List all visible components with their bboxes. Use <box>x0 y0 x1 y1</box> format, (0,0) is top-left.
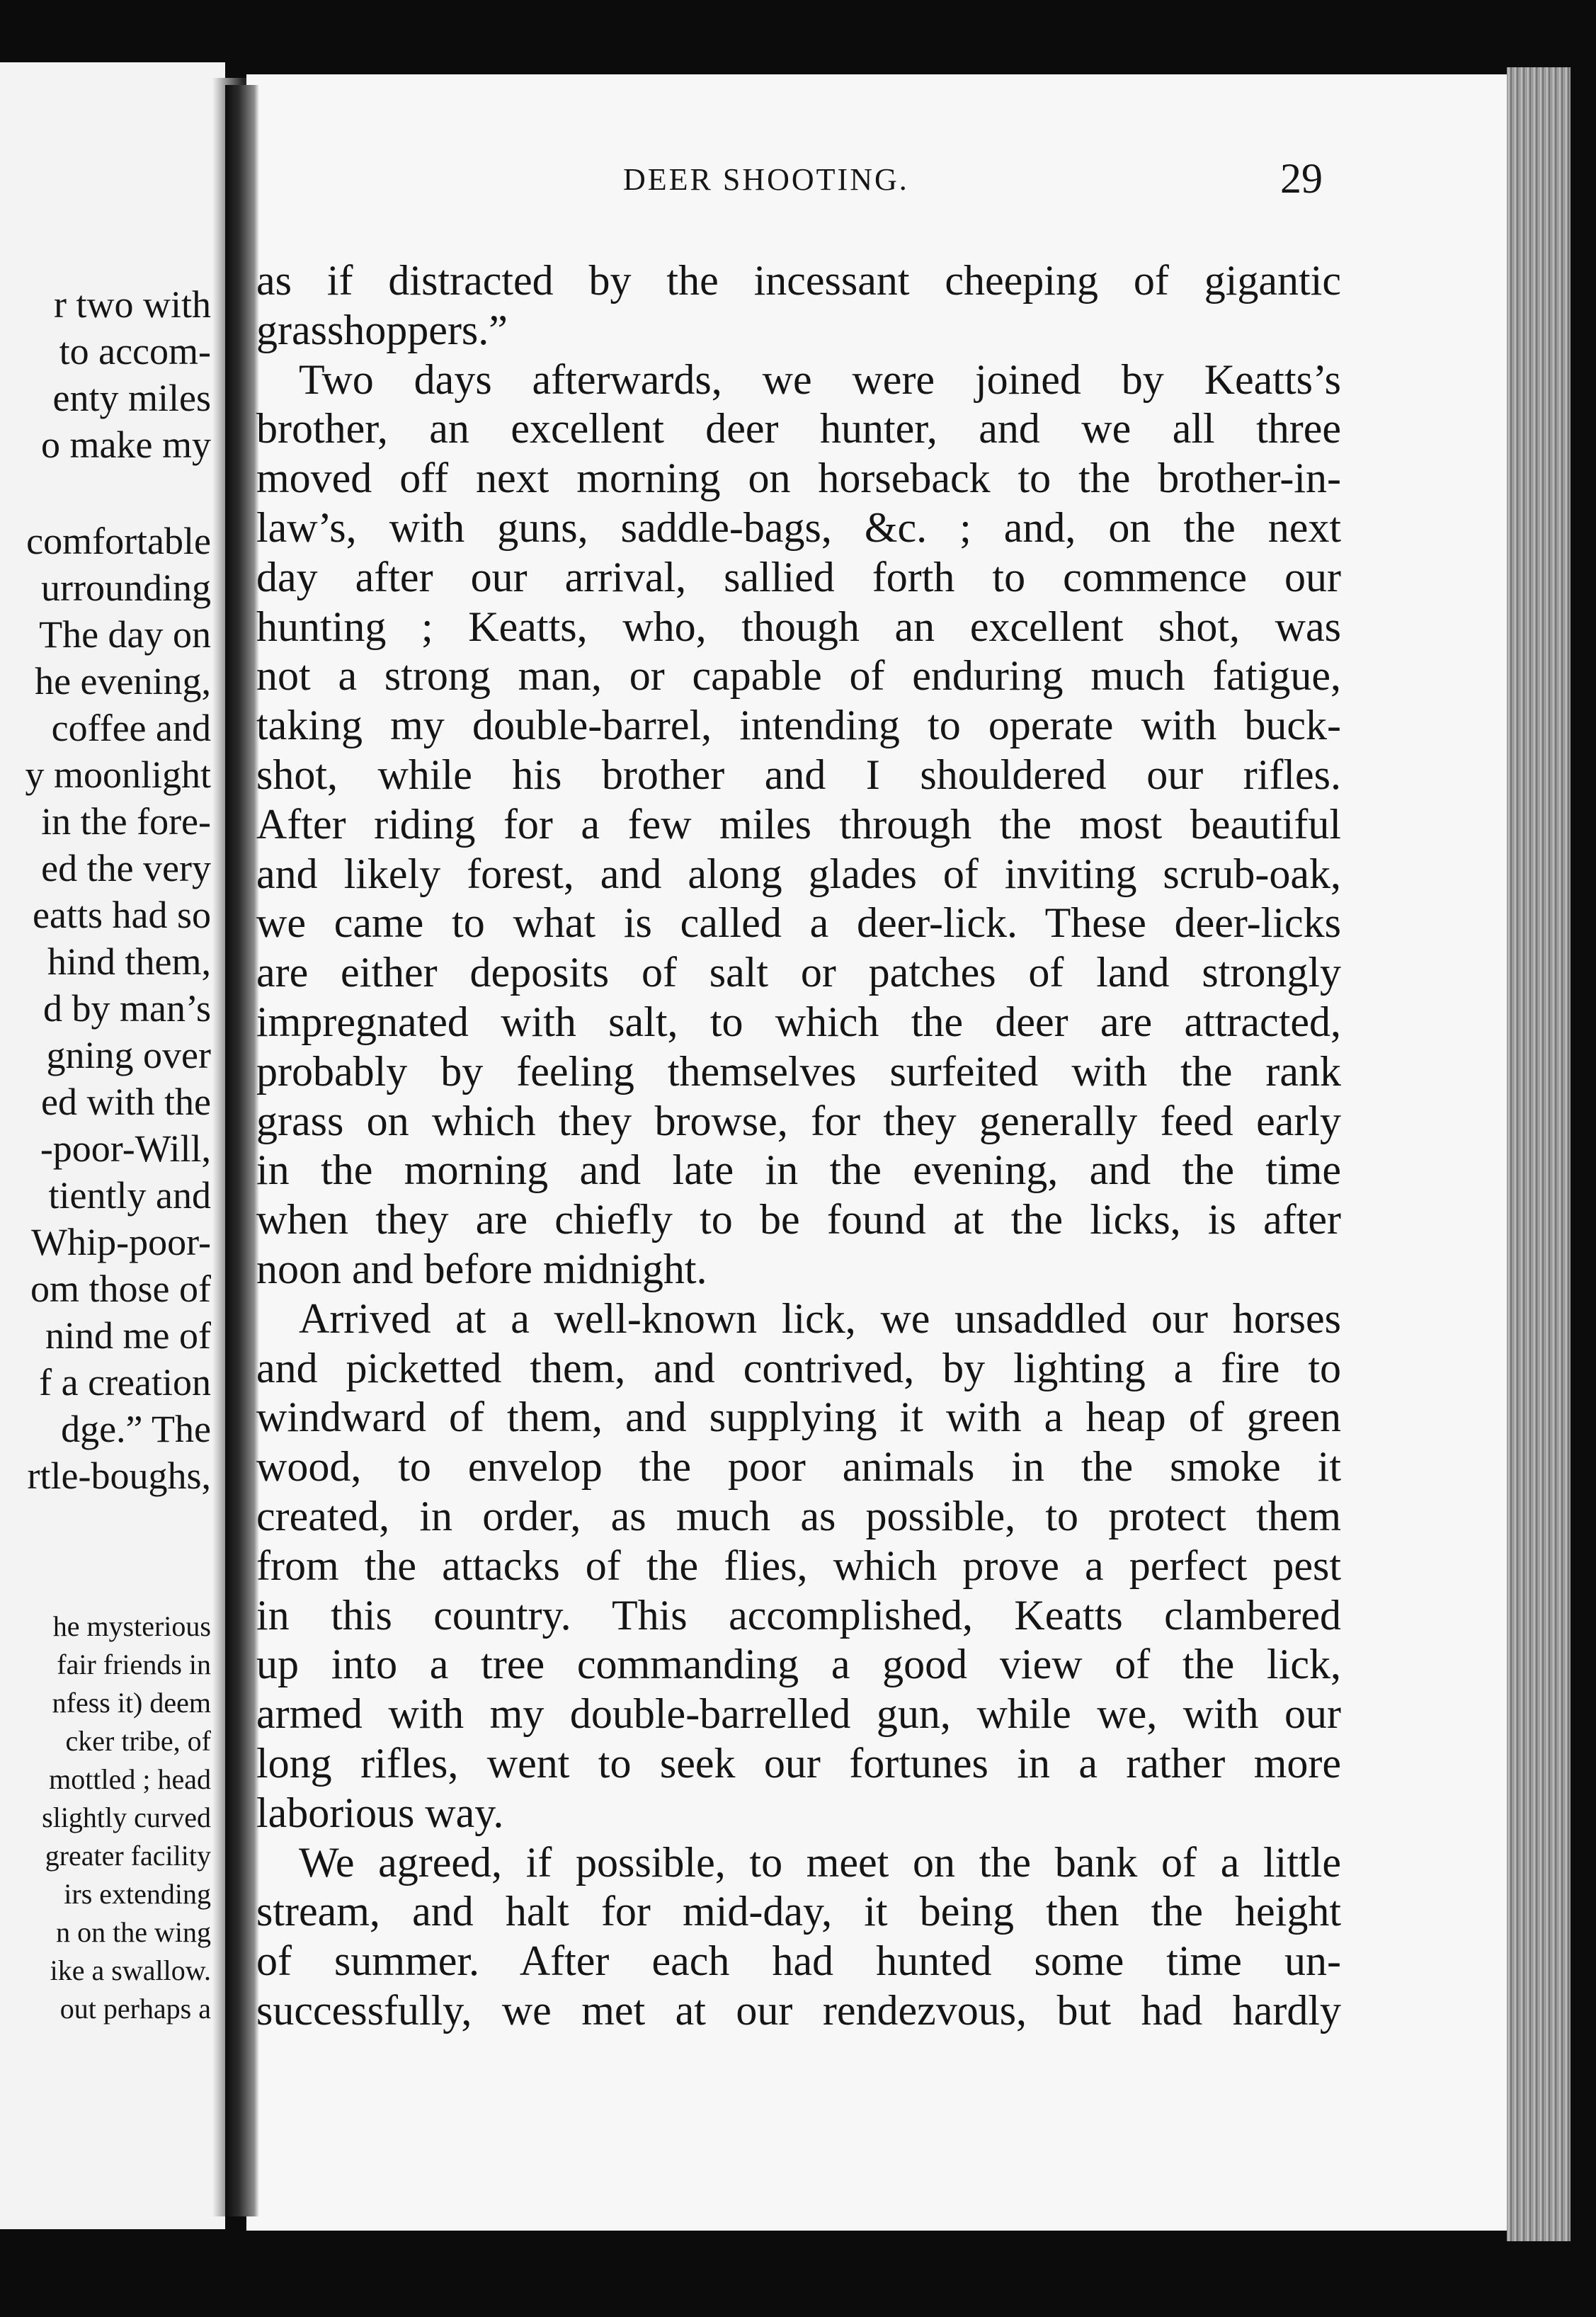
previous-page-footnote-line: mottled ; head <box>49 1763 211 1795</box>
previous-page-line: y moonlight <box>25 753 211 796</box>
previous-page <box>0 62 225 2229</box>
previous-page-footnote-line: greater facility <box>45 1840 211 1872</box>
text-line: Arrived at a well-known lick, we unsaddled our horses <box>299 1294 1341 1342</box>
text-line: grasshoppers.” <box>256 306 508 353</box>
previous-page-line: enty miles <box>52 377 211 419</box>
text-line: moved off next morning on horseback to the brother-in- <box>256 455 1341 502</box>
text-line: day after our arrival, sallied forth to commence our <box>256 553 1341 600</box>
previous-page-line: comfortable <box>26 520 211 562</box>
previous-page-line: he evening, <box>35 660 211 702</box>
previous-page-line: rtle-boughs, <box>27 1454 211 1497</box>
previous-page-line: om those of <box>30 1268 211 1310</box>
previous-page-line: gning over <box>46 1034 211 1076</box>
text-line: successfully, we met at our rendezvous, but had hardly <box>256 1986 1341 2034</box>
text-line: up into a tree commanding a good view of the lick, <box>256 1641 1341 1688</box>
text-line: of summer. After each had hunted some time un- <box>256 1937 1341 1985</box>
page-edges <box>1507 67 1571 2241</box>
page-number: 29 <box>1280 155 1323 202</box>
previous-page-footnote-line: fair friends in <box>57 1649 211 1680</box>
previous-page-line: in the fore- <box>41 800 211 843</box>
text-line: not a strong man, or capable of enduring much fatigue, <box>256 652 1341 700</box>
text-line: We agreed, if possible, to meet on the bank of a little <box>299 1838 1341 1886</box>
text-line: probably by feeling themselves surfeited with the rank <box>256 1047 1341 1095</box>
previous-page-line: -poor-Will, <box>40 1127 211 1170</box>
previous-page-line: nind me of <box>45 1314 211 1357</box>
text-line: and likely forest, and along glades of inviting scrub-oak, <box>256 850 1341 897</box>
text-line: are either deposits of salt or patches of land strongly <box>256 949 1341 996</box>
previous-page-line: ed with the <box>41 1081 211 1123</box>
text-line: stream, and halt for mid-day, it being then the height <box>256 1888 1341 1935</box>
text-line: taking my double-barrel, intending to operate with buck- <box>256 702 1341 749</box>
text-line: brother, an excellent deer hunter, and we all three <box>256 405 1341 452</box>
previous-page-footnote-line: out perhaps a <box>59 1993 211 2025</box>
previous-page-footnote-line: ike a swallow. <box>50 1954 211 1986</box>
body-text <box>256 256 1341 2036</box>
text-line: we came to what is called a deer-lick. These deer-licks <box>256 899 1341 947</box>
previous-page-line: eatts had so <box>33 894 211 936</box>
previous-page-line: Whip-poor- <box>31 1221 211 1263</box>
text-line: law’s, with guns, saddle-bags, &c. ; and, on the next <box>256 503 1341 551</box>
previous-page-footnote-line: cker tribe, of <box>65 1725 211 1757</box>
previous-page-line: hind them, <box>47 940 211 983</box>
previous-page-line: tiently and <box>48 1174 211 1217</box>
text-line: Two days afterwards, we were joined by Keatts’s <box>299 355 1341 403</box>
text-line: hunting ; Keatts, who, though an excellent shot, was <box>256 603 1341 650</box>
text-line: as if distracted by the incessant cheeping of gigantic <box>256 257 1341 304</box>
previous-page-line: dge.” The <box>61 1408 211 1450</box>
previous-page-line: d by man’s <box>43 987 211 1030</box>
text-line: armed with my double-barrelled gun, while we, with our <box>256 1690 1341 1738</box>
previous-page-line: to accom- <box>59 330 211 372</box>
previous-page-footnote-line: slightly curved <box>42 1801 211 1833</box>
previous-page-line: r two with <box>54 283 211 326</box>
previous-page-line: urrounding <box>41 567 211 609</box>
text-line: in this country. This accomplished, Keatts clambered <box>256 1591 1341 1639</box>
previous-page-line: coffee and <box>51 707 211 749</box>
text-line: grass on which they browse, for they generally feed early <box>256 1097 1341 1144</box>
text-line: laborious way. <box>256 1789 504 1836</box>
text-line: shot, while his brother and I shouldered our rifles. <box>256 751 1341 798</box>
previous-page-footnote-line: n on the wing <box>56 1916 211 1948</box>
text-line: created, in order, as much as possible, to protect them <box>256 1492 1341 1539</box>
text-line: when they are chiefly to be found at the licks, is after <box>256 1196 1341 1243</box>
text-line: in the morning and late in the evening, and the time <box>256 1146 1341 1194</box>
text-line: impregnated with salt, to which the deer are attracted, <box>256 998 1341 1045</box>
running-head: DEER SHOOTING. <box>623 162 909 197</box>
gutter-shadow-right <box>225 85 259 2216</box>
previous-page-footnote-line: nfess it) deem <box>52 1687 211 1719</box>
text-line: from the attacks of the flies, which prove a perfect pest <box>256 1542 1341 1589</box>
text-line: After riding for a few miles through the most beautiful <box>256 800 1341 848</box>
previous-page-line: o make my <box>41 423 211 466</box>
previous-page-line: ed the very <box>41 847 211 889</box>
text-line: long rifles, went to seek our fortunes in a rather more <box>256 1739 1341 1787</box>
previous-page-footnote-line: irs extending <box>64 1878 211 1910</box>
text-line: and picketted them, and contrived, by lighting a fire to <box>256 1344 1341 1391</box>
text-line: noon and before midnight. <box>256 1245 707 1292</box>
previous-page-line: The day on <box>39 613 211 656</box>
previous-page-footnote-line: he mysterious <box>52 1610 211 1642</box>
text-line: wood, to envelop the poor animals in the smoke it <box>256 1443 1341 1491</box>
text-line: windward of them, and supplying it with a heap of green <box>256 1394 1341 1441</box>
previous-page-line: f a creation <box>39 1361 211 1404</box>
